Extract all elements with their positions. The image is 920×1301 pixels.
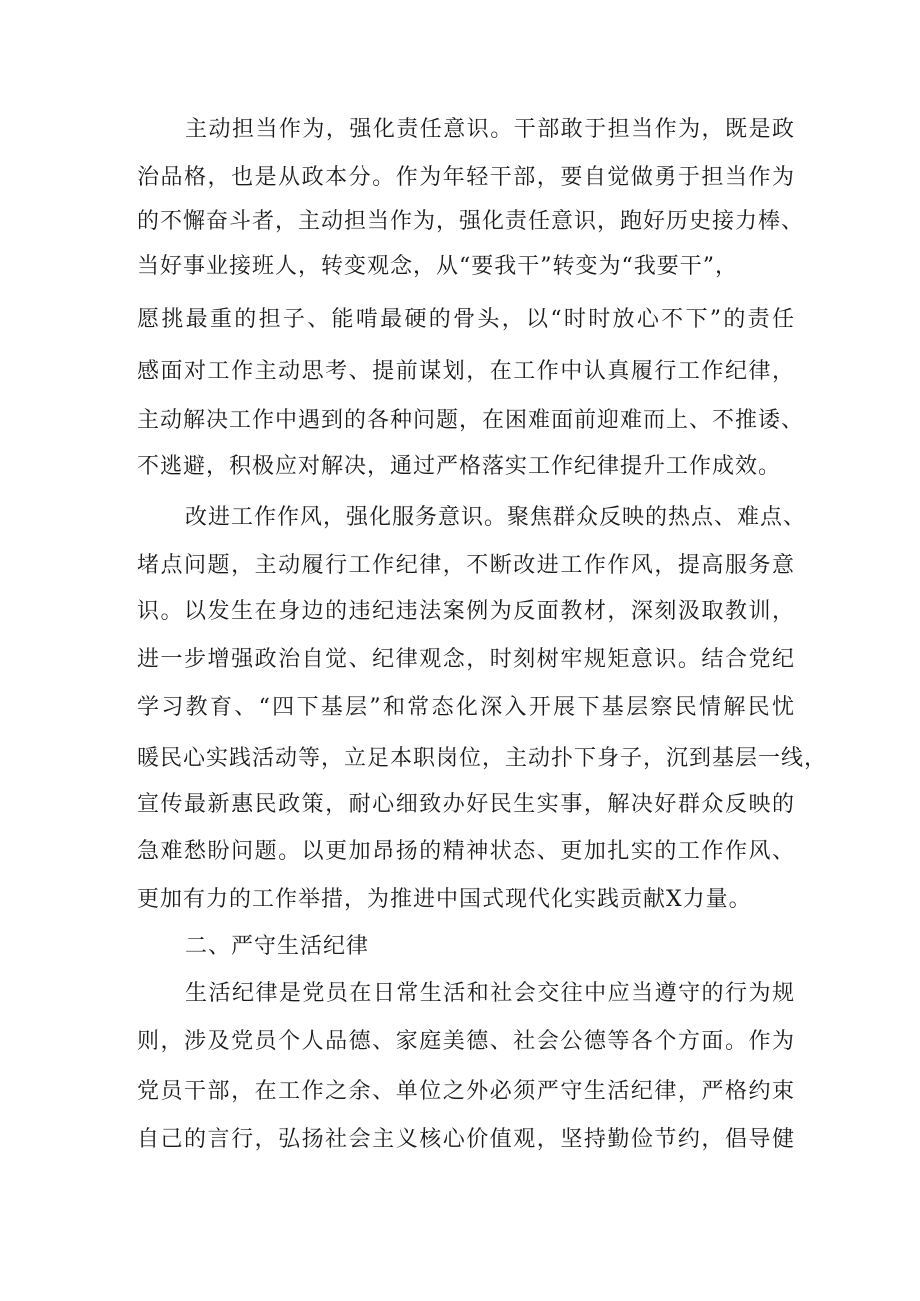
text-line: 急难愁盼问题。以更加昂扬的精神状态、更加扎实的工作作风、 xyxy=(137,839,795,864)
text-line: 治品格，也是从政本分。作为年轻干部，要自觉做勇于担当作为 xyxy=(137,165,795,190)
text-line: 当好事业接班人，转变观念，从“要我干”转变为“我要干”， xyxy=(137,254,738,279)
text-line: 不逃避，积极应对解决，通过严格落实工作纪律提升工作成效。 xyxy=(137,454,782,479)
text-line: 学习教育、“四下基层”和常态化深入开展下基层察民情解民忧 xyxy=(137,695,795,720)
text-line: 主动担当作为，强化责任意识。干部敢于担当作为，既是政 xyxy=(185,117,795,142)
section-heading: 二、严守生活纪律 xyxy=(185,934,370,959)
text-line: 生活纪律是党员在日常生活和社会交往中应当遵守的行为规 xyxy=(185,981,795,1006)
text-line: 识。以发生在身边的违纪违法案例为反面教材，深刻汲取教训， xyxy=(137,599,795,624)
text-line: 堵点问题，主动履行工作纪律，不断改进工作作风，提高服务意 xyxy=(137,553,795,578)
text-line: 自己的言行，弘扬社会主义核心价值观，坚持勤俭节约，倡导健 xyxy=(137,1127,795,1152)
text-line: 更加有力的工作举措，为推进中国式现代化实践贡献X力量。 xyxy=(137,887,752,912)
text-line: 党员干部，在工作之余、单位之外必须严守生活纪律，严格约束 xyxy=(137,1079,795,1104)
text-line: 宣传最新惠民政策，耐心细致办好民生实事，解决好群众反映的 xyxy=(137,792,795,817)
text-line: 主动解决工作中遇到的各种问题，在困难面前迎难而上、不推诿、 xyxy=(137,408,805,433)
text-line: 则，涉及党员个人品德、家庭美德、社会公德等各个方面。作为 xyxy=(137,1029,795,1054)
text-line: 进一步增强政治自觉、纪律观念，时刻树牢规矩意识。结合党纪 xyxy=(137,647,795,672)
text-line: 的不懈奋斗者，主动担当作为，强化责任意识，跑好历史接力棒、 xyxy=(137,209,805,234)
text-line: 感面对工作主动思考、提前谋划，在工作中认真履行工作纪律， xyxy=(137,359,795,384)
text-line: 愿挑最重的担子、能啃最硬的骨头，以“时时放心不下”的责任 xyxy=(137,307,795,332)
text-line: 暖民心实践活动等，立足本职岗位，主动扑下身子，沉到基层一线， xyxy=(137,746,828,771)
text-line: 改进工作作风，强化服务意识。聚焦群众反映的热点、难点、 xyxy=(185,505,807,530)
